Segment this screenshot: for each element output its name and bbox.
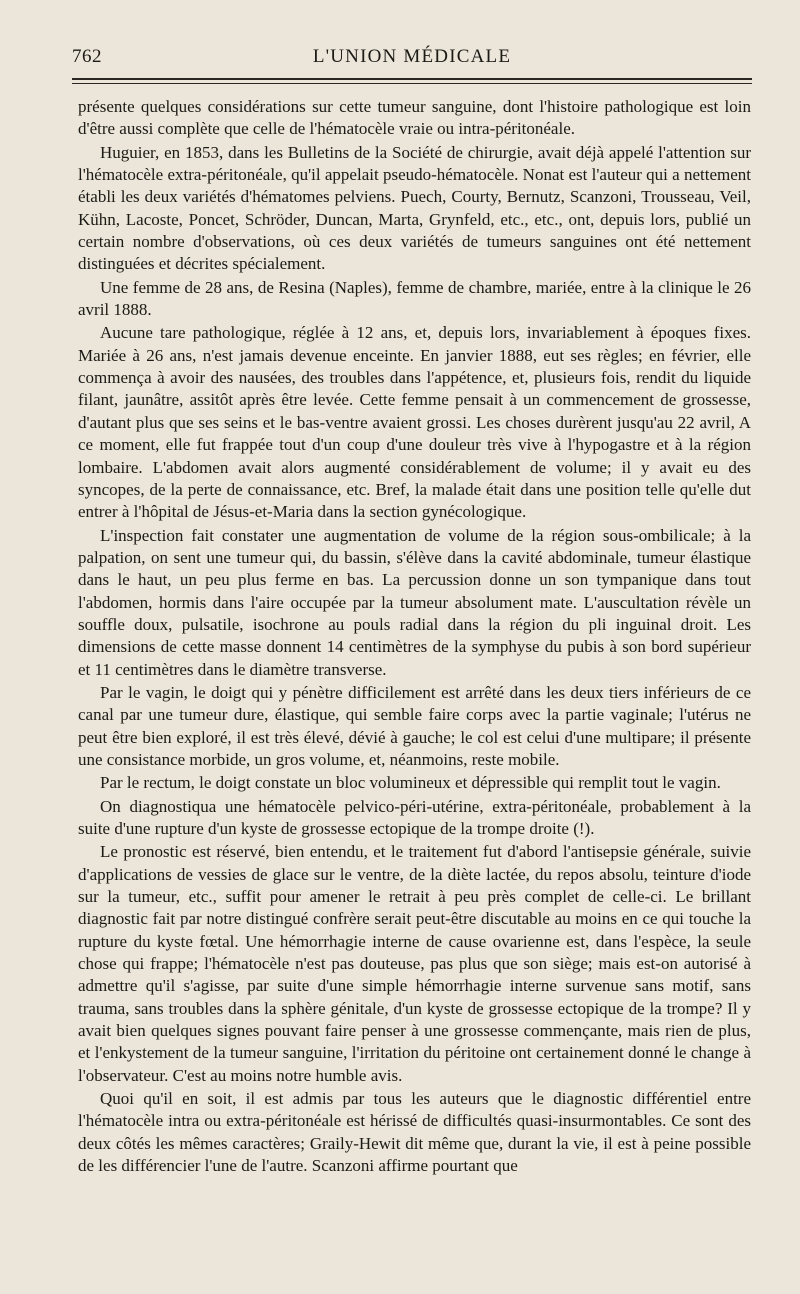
paragraph-patient-intro: Une femme de 28 ans, de Resina (Naples), femme de chambre, mariée, entre à la clinique le 26 avril 1888.	[78, 277, 751, 320]
paragraph-differential: Quoi qu'il en soit, il est admis par tous les auteurs que le diagnostic différentiel entre l'hématocèle intra ou extra-péritonéale est hérissé de difficultés quasi-insurmontables. Ce sont des deux côtés les mêmes caractères; Graily-Hewit dit même que, durant la vie, il est à peine possible de les différencier l'une de l'autre. Scanzoni affirme pourtant que	[78, 1089, 751, 1176]
running-head	[72, 44, 752, 78]
article-body	[78, 96, 751, 1178]
paragraph-prognosis: Le pronostic est réservé, bien entendu, et le traitement fut d'abord l'antisepsie générale, suivie d'applications de vessies de glace sur le ventre, de la diète lactée, du repos absolu, teinture d'iode sur la tumeur, etc., suffit pour amener le retrait à peu près complet de celle-ci. Le brillant diagnostic fait par notre distingué confrère serait peut-être discutable au moins en ce qui touche la rupture du kyste fœtal. Une hémorrhagie interne de cause ovarienne est, dans l'espèce, la seule chose qui frappe; l'hématocèle n'est pas douteuse, pas plus que son siège; mais est-on autorisé à admettre qu'il s'agisse, par suite d'une simple hémorrhagie interne survenue sans motif, sans trauma, sans troubles dans la sphère génitale, d'un kyste de grossesse ectopique de la trompe? Il y avait bien quelques signes pouvant faire penser à une grossesse commençante, mais rien de plus, et l'enkystement de la tumeur sanguine, l'irritation du péritoine ont certainement donné le change à l'observateur. C'est au moins notre humble avis.	[78, 842, 751, 1085]
paragraph-huguier: Huguier, en 1853, dans les Bulletins de la Société de chirurgie, avait déjà appelé l'attention sur l'hématocèle extra-péritonéale, qu'il appelait pseudo-hématocèle. Nonat est l'auteur qui a nettement établi les deux variétés d'hématomes pelviens. Puech, Courty, Bernutz, Scanzoni, Trousseau, Veil, Kühn, Lacoste, Poncet, Schröder, Duncan, Marta, Grynfeld, etc., etc., ont, depuis lors, publié un certain nombre d'observations, où ces deux variétés de tumeurs sanguines ont été nettement distinguées et décrites spécialement.	[78, 142, 751, 274]
page-number: 762	[72, 46, 102, 67]
paragraph-continuation: présente quelques considérations sur cette tumeur sanguine, dont l'histoire pathologique est loin d'être aussi complète que celle de l'hématocèle vraie ou intra-péritonéale.	[78, 97, 751, 139]
paragraph-inspection: L'inspection fait constater une augmentation de volume de la région sous-ombilicale; à la palpation, on sent une tumeur qui, du bassin, s'élève dans la cavité abdominale, tumeur élastique dans le haut, un peu plus ferme en bas. La percussion donne un son tympanique dans tout l'abdomen, hormis dans l'aire occupée par la tumeur absolument mate. L'auscultation révèle un souffle doux, pulsatile, isochrone au pouls radial dans la région du pli inguinal droit. Les dimensions de cette masse donnent 14 centimètres de la symphyse du pubis à son bord supérieur et 11 centimètres dans le diamètre transverse.	[78, 525, 751, 679]
header-rule-thin	[72, 83, 752, 84]
paragraph-history: Aucune tare pathologique, réglée à 12 ans, et, depuis lors, invariablement à époques fixes. Mariée à 26 ans, n'est jamais devenue enceinte. En janvier 1888, eut ses règles; en février, elle commença à avoir des nausées, des troubles dans l'appétence, et, plusieurs fois, rendit du liquide filant, jaunâtre, assitôt après être levée. Cette femme pensait à un commencement de grossesse, d'autant plus que ses seins et le bas-ventre avaient grossi. Les choses durèrent jusqu'au 22 avril, A ce moment, elle fut frappée tout d'un coup d'une douleur très vive à l'hypogastre et à la région lombaire. L'abdomen avait alors augmenté considérablement de volume; il y avait eu des syncopes, de la perte de connaissance, etc. Bref, la malade était dans une position telle qu'elle dut entrer à l'hôpital de Jésus-et-Maria dans la section gynécologique.	[78, 323, 751, 522]
header-rule-thick	[72, 78, 752, 80]
journal-title: L'UNION MÉDICALE	[312, 46, 512, 67]
paragraph-vaginal-exam: Par le vagin, le doigt qui y pénètre difficilement est arrêté dans les deux tiers inférieurs de ce canal par une tumeur dure, élastique, qui semble faire corps avec la partie vaginale; l'utérus ne peut être bien exploré, il est très élevé, dévié à gauche; le col est celui d'une multipare; il présente une consistance morbide, un gros volume, et, néanmoins, reste mobile.	[78, 682, 751, 769]
paragraph-rectal-exam: Par le rectum, le doigt constate un bloc volumineux et dépressible qui remplit tout le vagin.	[100, 773, 721, 793]
paragraph-diagnosis: On diagnostiqua une hématocèle pelvico-péri-utérine, extra-péritonéale, probablement à la suite d'une rupture d'un kyste de grossesse ectopique de la trompe droite (!).	[78, 796, 751, 838]
